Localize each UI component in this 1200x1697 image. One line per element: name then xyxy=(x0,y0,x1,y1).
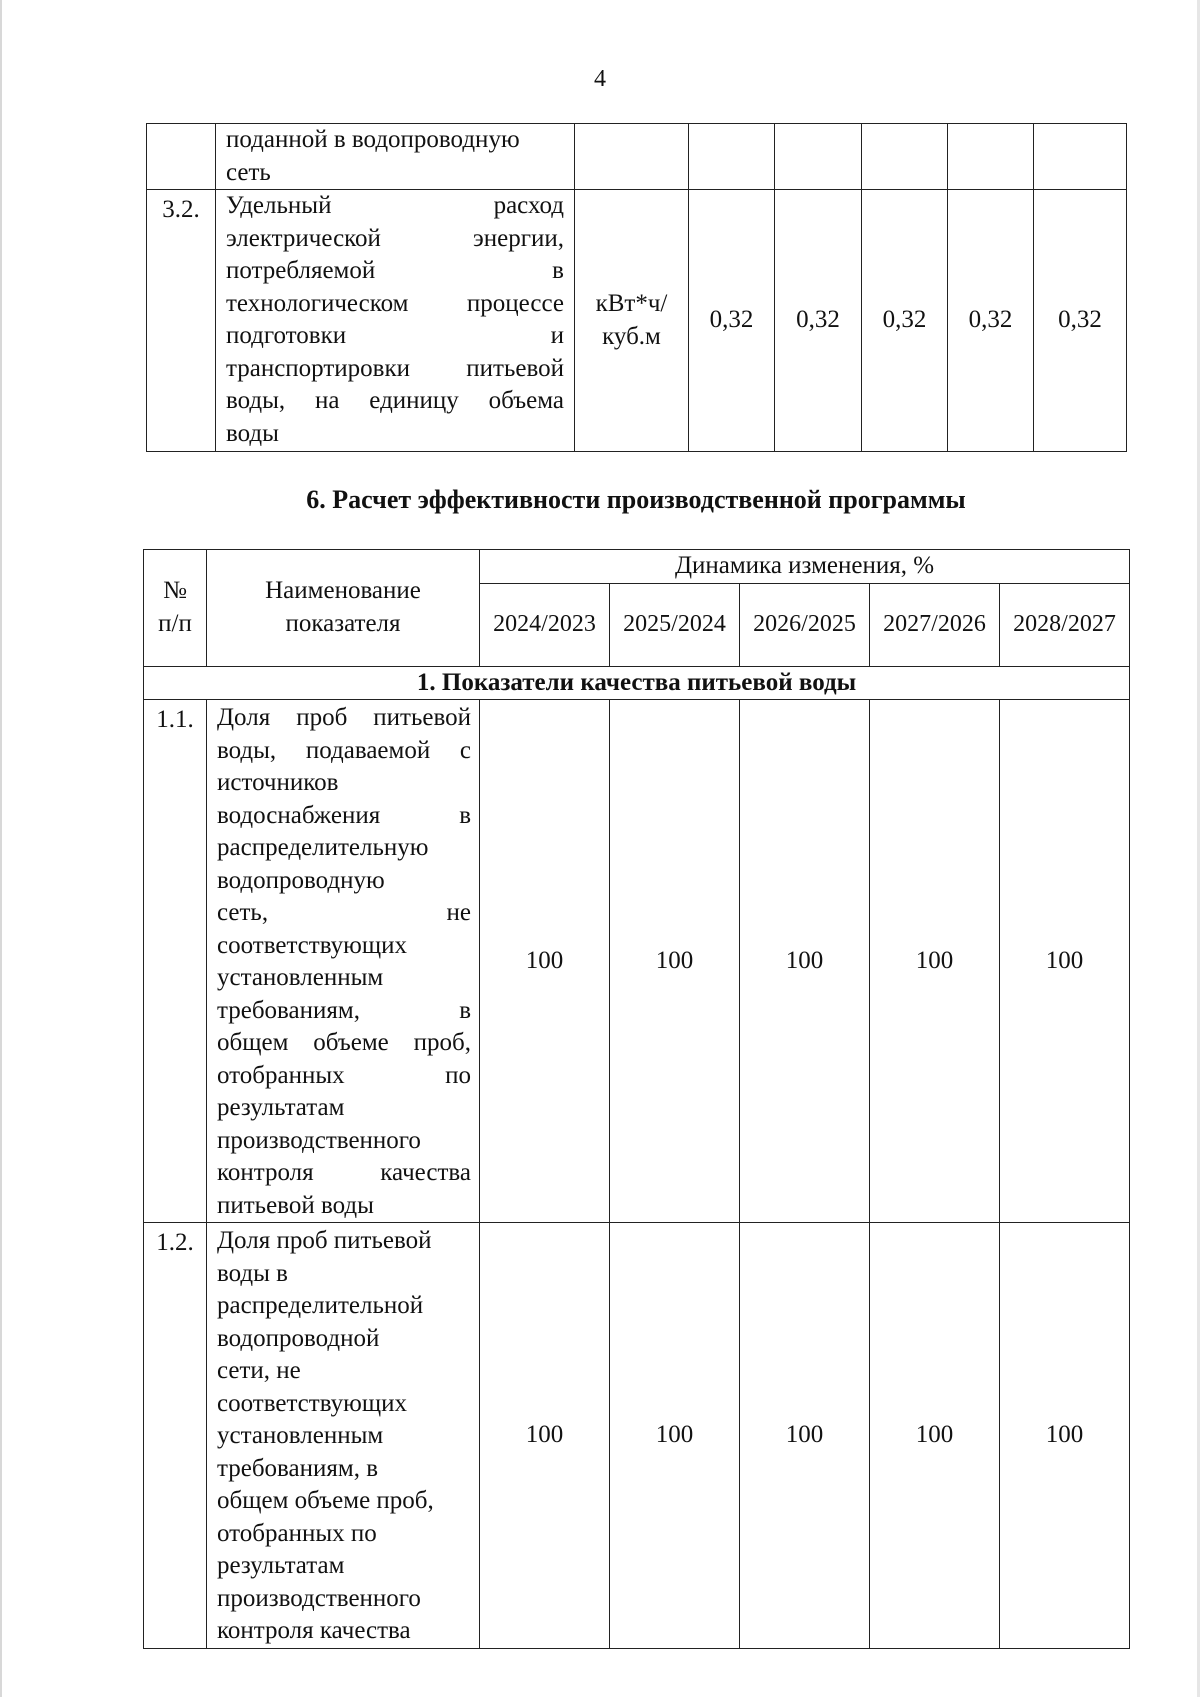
name-line: воды, подаваемой с xyxy=(217,736,471,764)
value-cell: 100 xyxy=(1000,1223,1130,1649)
name-line: результатам xyxy=(217,1552,345,1579)
name-line: требованиям, в xyxy=(217,1454,378,1482)
name-line: сети, не xyxy=(217,1357,301,1384)
name-line: водоснабжения в xyxy=(217,801,471,829)
header-name-line: показателя xyxy=(285,609,401,637)
row-number: 1.1. xyxy=(144,700,207,1223)
header-row-1 xyxy=(144,550,1130,584)
name-line: контроля качества xyxy=(217,1617,411,1644)
name-line: водопроводной xyxy=(217,1324,380,1352)
scan-edge-left xyxy=(0,0,2,1697)
value-cell: 100 xyxy=(480,700,610,1223)
name-line: распределительную xyxy=(217,834,429,861)
value-cell: 100 xyxy=(870,1223,1000,1649)
group-row xyxy=(144,666,1130,700)
name-line: подготовки и xyxy=(226,322,564,349)
name-line: воды xyxy=(226,419,279,447)
name-line: контроля качества xyxy=(217,1159,471,1186)
name-line: питьевой воды xyxy=(217,1191,374,1219)
efficiency-table xyxy=(143,549,1130,1649)
cell-empty xyxy=(948,124,1034,190)
name-line: общем объеме проб, xyxy=(217,1487,434,1514)
indicator-name xyxy=(207,700,480,1223)
header-year: 2028/2027 xyxy=(1000,583,1130,666)
row-number: 3.2. xyxy=(147,190,216,452)
name-line: электрической энергии, xyxy=(226,224,564,252)
name-line: транспортировки питьевой xyxy=(226,354,564,382)
value-cell: 100 xyxy=(480,1223,610,1649)
name-line: отобранных по xyxy=(217,1519,377,1547)
name-line: воды, на единицу объема xyxy=(226,387,564,414)
table-row-continued xyxy=(147,124,1127,190)
name-line: Доля проб питьевой xyxy=(217,1227,432,1254)
value-cell: 100 xyxy=(1000,700,1130,1223)
header-num-line: № xyxy=(163,577,187,605)
section-title: 6. Расчет эффективности производственной программы xyxy=(306,485,966,514)
value-cell: 100 xyxy=(740,1223,870,1649)
name-line: установленным xyxy=(217,964,384,991)
cell-empty xyxy=(775,124,862,190)
value-cell: 0,32 xyxy=(689,190,775,452)
name-line: Удельный расход xyxy=(226,192,564,219)
unit-line: кВт*ч/ xyxy=(595,290,668,317)
value-cell: 100 xyxy=(610,700,740,1223)
cell-empty xyxy=(689,124,775,190)
name-line: производственного xyxy=(217,1584,421,1612)
name-line: требованиям, в xyxy=(217,996,471,1024)
header-year: 2027/2026 xyxy=(870,583,1000,666)
name-line: сеть, не xyxy=(217,899,471,926)
group-heading: 1. Показатели качества питьевой воды xyxy=(144,666,1130,700)
table-row-1-1 xyxy=(144,700,1130,1223)
indicator-name xyxy=(216,190,575,452)
name-line: источников xyxy=(217,769,339,796)
name-line: поданной в водопроводную xyxy=(226,126,520,153)
unit-cell xyxy=(575,190,689,452)
name-line: производственного xyxy=(217,1126,421,1154)
name-line: общем объеме проб, xyxy=(217,1029,471,1056)
name-line: отобранных по xyxy=(217,1061,471,1089)
name-line: потребляемой в xyxy=(226,257,564,284)
name-line: установленным xyxy=(217,1422,384,1449)
name-line: распределительной xyxy=(217,1292,424,1319)
name-line: технологическом процессе xyxy=(226,289,564,317)
header-num-line: п/п xyxy=(158,609,192,637)
header-year: 2024/2023 xyxy=(480,583,610,666)
value-cell: 0,32 xyxy=(948,190,1034,452)
value-cell: 100 xyxy=(610,1223,740,1649)
cell-name-continued xyxy=(216,124,575,190)
header-year: 2025/2024 xyxy=(610,583,740,666)
cell-empty xyxy=(862,124,948,190)
value-cell: 0,32 xyxy=(862,190,948,452)
page-number: 4 xyxy=(594,66,606,92)
header-year: 2026/2025 xyxy=(740,583,870,666)
name-line: Доля проб питьевой xyxy=(217,704,471,731)
indicator-name xyxy=(207,1223,480,1649)
name-line: соответствующих xyxy=(217,931,407,959)
cell-empty xyxy=(575,124,689,190)
header-name xyxy=(207,550,480,667)
header-name-line: Наименование xyxy=(265,577,421,605)
value-cell: 0,32 xyxy=(775,190,862,452)
table-row-3-2 xyxy=(147,190,1127,452)
table-row-1-2 xyxy=(144,1223,1130,1649)
unit-line: куб.м xyxy=(602,322,661,350)
name-line: воды в xyxy=(217,1259,288,1287)
name-line: результатам xyxy=(217,1094,345,1121)
header-dynamics: Динамика изменения, % xyxy=(480,550,1130,584)
name-line: соответствующих xyxy=(217,1389,407,1417)
name-line: водопроводную xyxy=(217,866,385,894)
cell-num-empty xyxy=(147,124,216,190)
value-cell: 0,32 xyxy=(1034,190,1127,452)
indicators-table-continued xyxy=(146,123,1127,452)
value-cell: 100 xyxy=(870,700,1000,1223)
cell-empty xyxy=(1034,124,1127,190)
row-number: 1.2. xyxy=(144,1223,207,1649)
name-line: сеть xyxy=(226,158,271,186)
header-num xyxy=(144,550,207,667)
value-cell: 100 xyxy=(740,700,870,1223)
